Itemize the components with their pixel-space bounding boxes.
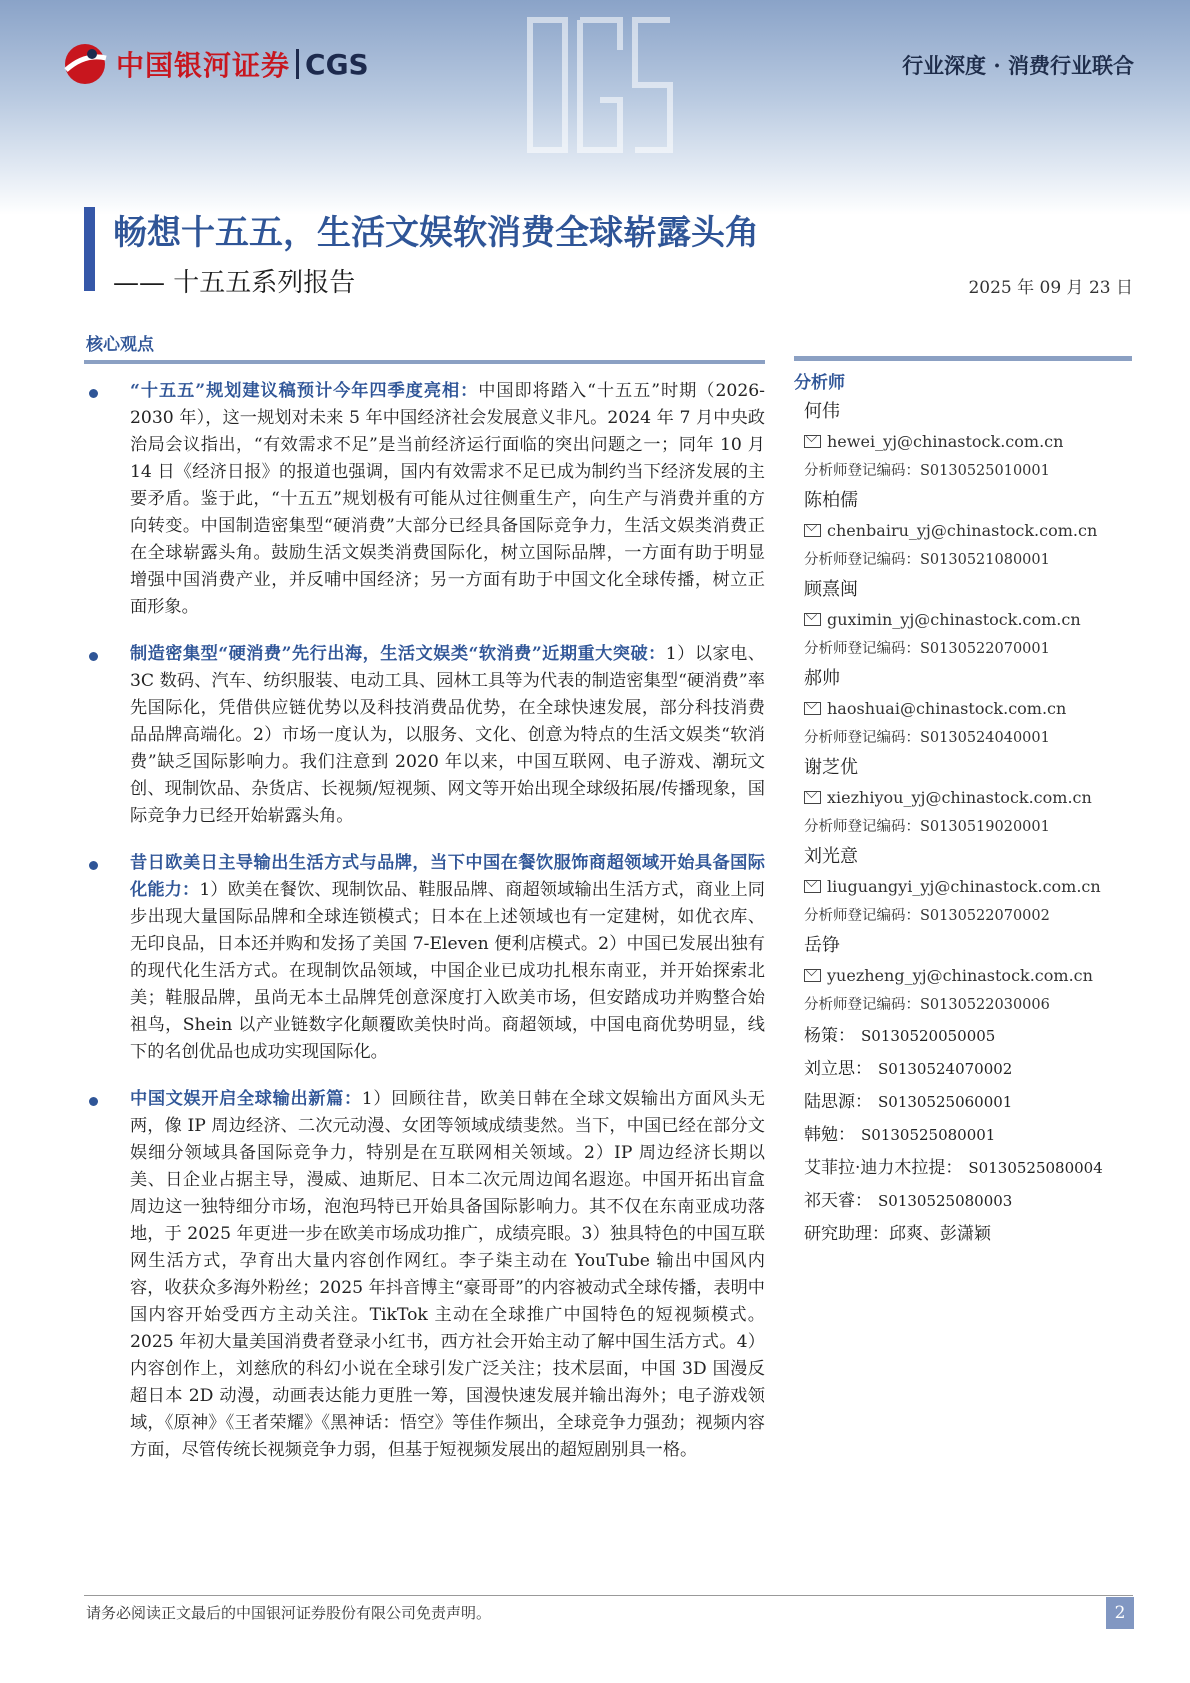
logo-divider — [296, 49, 299, 79]
other-analyst-code: S0130525060001 — [878, 1093, 1013, 1111]
analyst-name: 岳铮 — [804, 935, 840, 956]
analyst-reg-code: 分析师登记编码：S0130521080001 — [804, 552, 1050, 568]
analyst-email-text[interactable]: chenbairu_yj@chinastock.com.cn — [827, 521, 1098, 540]
envelope-icon — [804, 524, 821, 537]
core-bullet — [84, 1086, 765, 1464]
cgs-watermark-icon — [520, 10, 680, 160]
brand-name-cn: 中国银河证券 — [116, 49, 291, 82]
envelope-icon — [804, 702, 821, 715]
analyst-email[interactable] — [794, 872, 1132, 901]
other-analyst-name: 陆思源： — [804, 1092, 872, 1112]
other-analyst-name: 刘立思： — [804, 1059, 872, 1079]
bullet-body: 中国即将踏入“十五五”时期（2026-2030 年），这一规划对未来 5 年中国经济社会发展意义非凡。2024 年 7 月中央政治局会议指出，“有效需求不足”是当前经济运行面临的突出问题之一；同年 10 月 14 日《经济日报》的报道也强调，国内有效需求不足已成为制约当下经济发展的主要矛盾。鉴于此，“十五五”规划极有可能从过往侧重生产，向生产与消费并重的方向转变。中国制造密集型“硬消费”大部分已经具备国际竞争力，生活文娱类消费正在全球崭露头角。鼓励生活文娱类消费国际化，树立国际品牌，一方面有助于明显增强中国消费产业，并反哺中国经济；另一方面有助于中国文化全球传播，树立正面形象。 — [130, 381, 765, 617]
title-accent-bar — [84, 207, 95, 291]
other-analyst — [794, 1152, 1132, 1185]
footer-disclaimer: 请务必阅读正文最后的中国银河证券股份有限公司免责声明。 — [86, 1604, 492, 1622]
footer-divider — [84, 1595, 1133, 1596]
other-analyst — [794, 1119, 1132, 1152]
report-subtitle: —— 十五五系列报告 — [113, 268, 356, 298]
other-analyst — [794, 1086, 1132, 1119]
other-analyst-name: 杨策： — [804, 1026, 855, 1046]
core-divider — [84, 360, 765, 364]
other-analyst — [794, 1020, 1132, 1053]
bullet-body: 1）欧美在餐饮、现制饮品、鞋服品牌、商超领域输出生活方式，商业上同步出现大量国际品牌和全球连锁模式；日本在上述领域也有一定建树，如优衣库、无印良品，日本还并购和发扬了美国 7-Eleven 便利店模式。2）中国已发展出独有的现代化生活方式。在现制饮品领域，中国企业已成功扎根东南亚，并开始探索北美；鞋服品牌，虽尚无本土品牌凭创意深度打入欧美市场，但安踏成功并购整合始祖鸟，Shein 以产业链数字化颠覆欧美快时尚。商超领域，中国电商优势明显，线下的名创优品也成功实现国际化。 — [130, 880, 765, 1062]
analyst-panel — [794, 368, 1132, 1251]
analyst-email-text[interactable]: xiezhiyou_yj@chinastock.com.cn — [827, 788, 1092, 807]
bullet-paragraph — [130, 641, 765, 830]
other-analyst — [794, 1053, 1132, 1086]
analyst-reg-code: 分析师登记编码：S0130522070001 — [804, 641, 1050, 657]
bullet-dot-icon — [89, 652, 98, 661]
analyst-email-text[interactable]: haoshuai@chinastock.com.cn — [827, 699, 1067, 718]
analyst-email[interactable] — [794, 694, 1132, 723]
analyst-name: 谢芝优 — [804, 757, 858, 778]
other-analyst-name: 祁天睿： — [804, 1191, 872, 1211]
envelope-icon — [804, 791, 821, 804]
analyst-email[interactable] — [794, 427, 1132, 456]
other-analyst-code: S0130524070002 — [878, 1060, 1013, 1078]
envelope-icon — [804, 435, 821, 448]
envelope-icon — [804, 969, 821, 982]
analyst-name: 何伟 — [804, 401, 840, 422]
analyst-name: 刘光意 — [804, 846, 858, 867]
brand-logo — [62, 40, 369, 88]
core-bullet — [84, 378, 765, 621]
core-view-heading: 核心观点 — [86, 335, 154, 355]
other-analyst-name: 艾菲拉·迪力木拉提： — [804, 1158, 963, 1178]
analyst-email[interactable] — [794, 961, 1132, 990]
analyst-email[interactable] — [794, 516, 1132, 545]
analyst-email-text[interactable]: liuguangyi_yj@chinastock.com.cn — [827, 877, 1101, 896]
other-analyst-name: 韩勉： — [804, 1125, 855, 1145]
report-title: 畅想十五五，生活文娱软消费全球崭露头角 — [113, 213, 759, 253]
analyst-reg-code: 分析师登记编码：S0130525010001 — [804, 463, 1050, 479]
bullet-lead: 昔日欧美日主导输出生活方式与品牌，当下中国在餐饮服饰商超领域开始具备国际化能力： — [130, 853, 765, 900]
core-bullet-list — [84, 378, 765, 1484]
bullet-body: 1）以家电、3C 数码、汽车、纺织服装、电动工具、园林工具等为代表的制造密集型“硬消费”率先国际化，凭借供应链优势以及科技消费品优势，在全球快速发展，部分科技消费品品牌高端化。2）市场一度认为，以服务、文化、创意为特点的生活文娱类“软消费”缺乏国际影响力。我们注意到 2020 年以来，中国互联网、电子游戏、潮玩文创、现制饮品、杂货店、长视频/短视频、网文等开始出现全球级拓展/传播现象，国际竞争力已经开始崭露头角。 — [130, 644, 765, 826]
core-bullet — [84, 850, 765, 1066]
bullet-lead: “十五五”规划建议稿预计今年四季度亮相： — [130, 381, 479, 401]
page-number: 2 — [1106, 1597, 1134, 1629]
other-analyst-code: S0130525080001 — [861, 1126, 996, 1144]
galaxy-logo-icon — [62, 41, 108, 87]
brand-name-en: CGS — [305, 47, 369, 81]
bullet-lead: 制造密集型“硬消费”先行出海，生活文娱类“软消费”近期重大突破： — [130, 644, 666, 664]
core-bullet — [84, 641, 765, 830]
analyst-name: 顾熹闽 — [804, 579, 858, 600]
bullet-dot-icon — [89, 861, 98, 870]
bullet-paragraph — [130, 850, 765, 1066]
other-analyst-code: S0130520050005 — [861, 1027, 996, 1045]
research-assistant: 研究助理：邱爽、彭潇颖 — [804, 1224, 991, 1244]
analyst-heading: 分析师 — [794, 373, 845, 393]
envelope-icon — [804, 613, 821, 626]
bullet-dot-icon — [89, 1097, 98, 1106]
bullet-paragraph — [130, 1086, 765, 1464]
analyst-email[interactable] — [794, 605, 1132, 634]
analyst-reg-code: 分析师登记编码：S0130524040001 — [804, 730, 1050, 746]
bullet-dot-icon — [89, 389, 98, 398]
bullet-paragraph — [130, 378, 765, 621]
analyst-email-text[interactable]: yuezheng_yj@chinastock.com.cn — [827, 966, 1093, 985]
analyst-name: 陈柏儒 — [804, 490, 858, 511]
bullet-lead: 中国文娱开启全球输出新篇： — [130, 1089, 362, 1109]
analyst-reg-code: 分析师登记编码：S0130519020001 — [804, 819, 1050, 835]
other-analyst-code: S0130525080004 — [968, 1159, 1103, 1177]
analyst-reg-code: 分析师登记编码：S0130522030006 — [804, 997, 1050, 1013]
analyst-email[interactable] — [794, 783, 1132, 812]
report-category: 行业深度 · 消费行业联合 — [902, 53, 1134, 78]
analyst-email-text[interactable]: guximin_yj@chinastock.com.cn — [827, 610, 1081, 629]
other-analyst — [794, 1185, 1132, 1218]
analyst-email-text[interactable]: hewei_yj@chinastock.com.cn — [827, 432, 1064, 451]
bullet-body: 1）回顾往昔，欧美日韩在全球文娱输出方面风头无两，像 IP 周边经济、二次元动漫、女团等领域成绩斐然。当下，中国已经在部分文娱细分领域具备国际竞争力，特别是在互联网相关领域。2）IP 周边经济长期以美、日企业占据主导，漫威、迪斯尼、日本二次元周边闻名遐迩。中国开拓出盲盒周边这一独特细分市场，泡泡玛特已开始具备国际影响力。其不仅在东南亚成功落地，于 2025 年更进一步在欧美市场成功推广，成绩亮眼。3）独具特色的中国互联网生活方式，孕育出大量内容创作网红。李子柒主动在 YouTube 输出中国风内容，收获众多海外粉丝；2025 年抖音博主“豪哥哥”的内容被动式全球传播，表明中国内容开始受西方主动关注。TikTok 主动在全球推广中国特色的短视频模式。2025 年初大量美国消费者登录小红书，西方社会开始主动了解中国生活方式。4）内容创作上，刘慈欣的科幻小说在全球引发广泛关注；技术层面，中国 3D 国漫反超日本 2D 动漫，动画表达能力更胜一筹，国漫快速发展并输出海外；电子游戏领域，《原神》《王者荣耀》《黑神话：悟空》等佳作频出，全球竞争力强劲；视频内容方面，尽管传统长视频竞争力弱，但基于短视频发展出的超短剧别具一格。 — [130, 1089, 765, 1460]
analyst-divider — [794, 356, 1132, 361]
envelope-icon — [804, 880, 821, 893]
analyst-reg-code: 分析师登记编码：S0130522070002 — [804, 908, 1050, 924]
other-analyst-code: S0130525080003 — [878, 1192, 1013, 1210]
report-date: 2025 年 09 月 23 日 — [968, 278, 1133, 298]
analyst-name: 郝帅 — [804, 668, 840, 689]
